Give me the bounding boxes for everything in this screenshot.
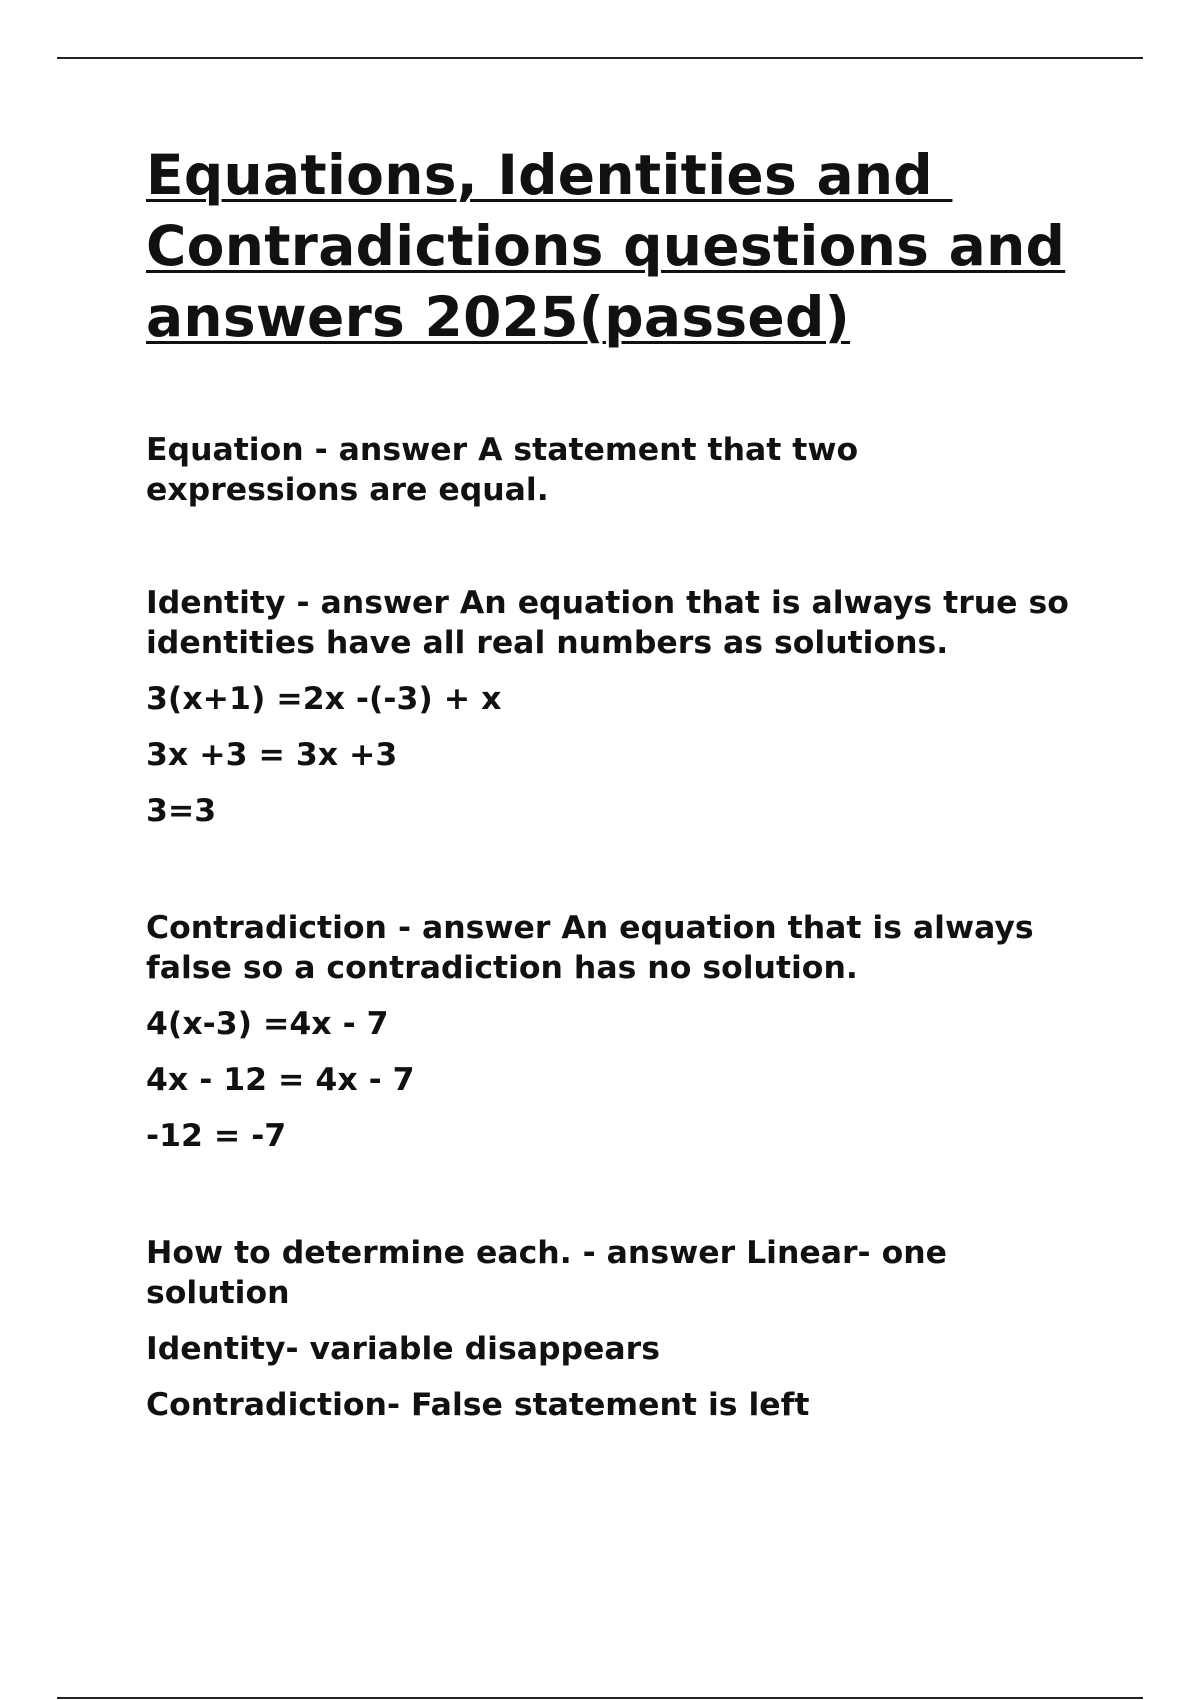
question-text: Equation xyxy=(146,432,304,468)
qa-heading xyxy=(146,430,906,510)
answer-separator: - answer xyxy=(285,585,460,621)
qa-entry-contradiction xyxy=(146,908,1106,1156)
worked-step: Contradiction- False statement is left xyxy=(146,1387,810,1423)
qa-heading xyxy=(146,583,1106,663)
answer-text: An equation that is always false so a contradiction has no solution. xyxy=(146,910,1034,986)
qa-entry-identity xyxy=(146,583,1106,831)
worked-step: 3=3 xyxy=(146,793,217,829)
worked-step: Identity- variable disappears xyxy=(146,1331,660,1367)
document-body xyxy=(146,140,1106,1423)
worked-step: 3(x+1) =2x -(-3) + x xyxy=(146,681,502,717)
answer-separator: - answer xyxy=(386,910,562,946)
top-rule xyxy=(57,57,1143,59)
document-title xyxy=(146,140,1106,353)
qa-heading xyxy=(146,908,1106,988)
title-line-2: Contradictions questions and xyxy=(146,214,1066,278)
bottom-rule xyxy=(57,1697,1143,1699)
question-text: Identity xyxy=(146,585,286,621)
answer-separator: - answer xyxy=(571,1235,747,1271)
worked-step: 3x +3 = 3x +3 xyxy=(146,737,398,773)
worked-step: 4x - 12 = 4x - 7 xyxy=(146,1062,415,1098)
answer-text: Linear- one solution xyxy=(146,1235,947,1311)
answer-separator: - answer xyxy=(303,432,479,468)
worked-step: 4(x-3) =4x - 7 xyxy=(146,1006,389,1042)
title-line-3: answers 2025(passed) xyxy=(146,285,851,349)
answer-text: A statement that two expressions are equal. xyxy=(146,432,859,508)
qa-entry-how-to-determine xyxy=(146,1233,986,1425)
question-text: How to determine each. xyxy=(146,1235,572,1271)
qa-heading xyxy=(146,1233,986,1313)
worked-step: -12 = -7 xyxy=(146,1118,287,1154)
title-line-1: Equations, Identities and xyxy=(146,143,953,207)
answer-text: An equation that is always true so identities have all real numbers as solutions. xyxy=(146,585,1069,661)
qa-entry-equation xyxy=(146,430,906,510)
question-text: Contradiction xyxy=(146,910,387,946)
